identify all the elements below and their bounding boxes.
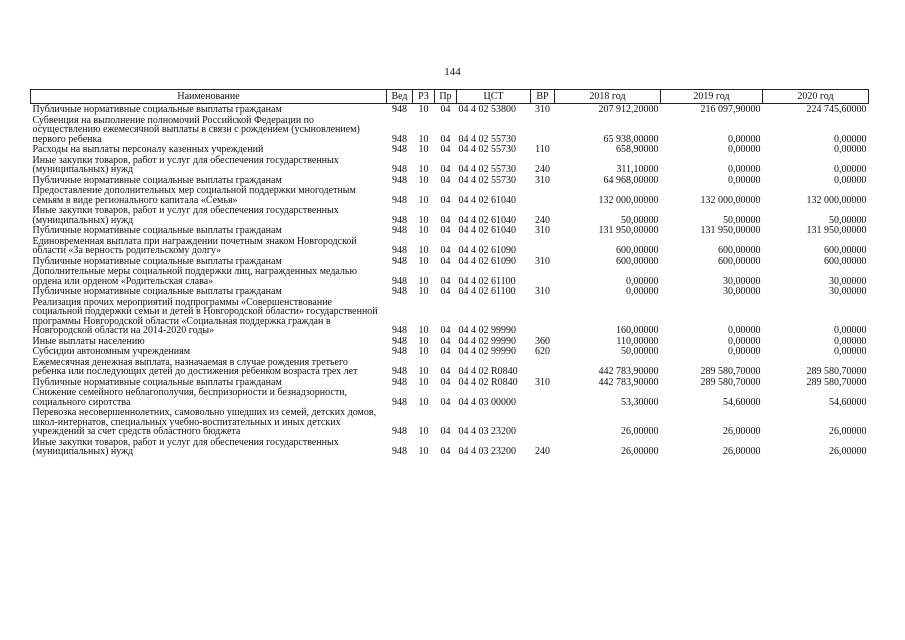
table-row: [31, 115, 869, 145]
row-pr: 04: [440, 275, 451, 287]
table-row: [31, 185, 869, 205]
table-row: [31, 286, 869, 297]
row-cst: 04 4 02 55730: [458, 133, 516, 145]
row-ved: 948: [392, 325, 407, 336]
row-pr: 04: [440, 133, 451, 145]
row-name: Иные закупки товаров, работ и услуг для обеспечения государственных (муниципальных) нужд: [32, 436, 339, 457]
row-name: Публичные нормативные социальные выплаты гражданам: [32, 174, 282, 186]
header-rz: РЗ: [413, 90, 435, 104]
row-vr: [531, 266, 555, 286]
row-amount-2020: 50,00000: [829, 214, 867, 226]
row-amount-2019: 26,00000: [723, 426, 761, 437]
table-row: [31, 175, 869, 186]
row-cst: 04 4 02 55730: [458, 144, 516, 155]
table-row: [31, 297, 869, 336]
row-amount-2019: 0,00000: [728, 164, 761, 175]
row-pr: 04: [440, 286, 451, 297]
row-amount-2019: 600,00000: [718, 255, 761, 267]
row-name: Перевозка несовершеннолетних, самовольно ушедших из семей, детских домов, школ-интернатов, специальных учебно-воспитательных и иных детских учреждений за счет средств областного бюджета: [32, 407, 377, 437]
row-amount-2018: 600,00000: [616, 245, 659, 256]
row-amount-2020: 0,00000: [834, 133, 867, 145]
row-ved: 948: [392, 245, 407, 256]
row-amount-2020: 0,00000: [834, 164, 867, 175]
row-amount-2019: 0,00000: [728, 133, 761, 145]
row-pr: 04: [440, 376, 451, 388]
row-vr: 310: [535, 255, 550, 267]
row-name: Иные выплаты населению: [32, 335, 145, 347]
row-name: Реализация прочих мероприятий подпрограммы «Совершенствование социальной поддержки семьи и детей в Новгородской области» государственной программы Новгородской области «Социальная поддержка граждан в Новгородской области на 2014-2020 годы»: [32, 296, 378, 336]
row-pr: 04: [440, 426, 451, 437]
row-cst: 04 4 02 61100: [458, 275, 516, 287]
row-amount-2020: 26,00000: [829, 426, 867, 437]
table-row: [31, 387, 869, 407]
row-ved: 948: [392, 346, 407, 357]
row-vr: [531, 387, 555, 407]
row-name: Публичные нормативные социальные выплаты гражданам: [32, 376, 282, 388]
row-name: Публичные нормативные социальные выплаты гражданам: [32, 104, 282, 115]
row-rz: 10: [418, 346, 429, 357]
row-amount-2018: 0,00000: [626, 286, 659, 297]
row-rz: 10: [418, 174, 429, 186]
row-amount-2019: 216 097,90000: [700, 104, 761, 115]
row-amount-2020: 600,00000: [824, 245, 867, 256]
row-cst: 04 4 02 53800: [458, 104, 516, 115]
row-pr: 04: [440, 245, 451, 256]
table-row: [31, 266, 869, 286]
table-row: [31, 205, 869, 225]
row-ved: 948: [392, 366, 407, 377]
row-cst: 04 4 02 99990: [458, 325, 516, 336]
row-pr: 04: [440, 325, 451, 336]
row-amount-2019: 0,00000: [728, 174, 761, 186]
row-amount-2020: 289 580,70000: [806, 376, 867, 388]
row-amount-2018: 442 783,90000: [598, 376, 659, 388]
row-vr: 310: [535, 104, 550, 115]
row-ved: 948: [392, 133, 407, 145]
row-pr: 04: [440, 346, 451, 357]
row-amount-2018: 160,00000: [616, 325, 659, 336]
row-ved: 948: [392, 174, 407, 186]
row-rz: 10: [418, 335, 429, 347]
row-amount-2019: 0,00000: [728, 346, 761, 357]
row-name: Публичные нормативные социальные выплаты гражданам: [32, 225, 282, 236]
row-cst: 04 4 03 00000: [458, 396, 516, 408]
row-pr: 04: [440, 104, 451, 115]
row-ved: 948: [392, 164, 407, 175]
row-cst: 04 4 02 55730: [458, 174, 516, 186]
row-rz: 10: [418, 396, 429, 408]
row-amount-2020: 289 580,70000: [806, 366, 867, 377]
row-vr: 310: [535, 376, 550, 388]
row-pr: 04: [440, 194, 451, 206]
row-vr: 240: [535, 446, 550, 457]
table-row: [31, 346, 869, 357]
row-amount-2020: 30,00000: [829, 275, 867, 287]
row-cst: 04 4 02 99990: [458, 335, 516, 347]
row-cst: 04 4 02 61040: [458, 194, 516, 206]
row-ved: 948: [392, 144, 407, 155]
row-name: Иные закупки товаров, работ и услуг для обеспечения государственных (муниципальных) нужд: [32, 205, 339, 226]
row-rz: 10: [418, 446, 429, 457]
row-amount-2018: 132 000,00000: [598, 194, 659, 206]
row-pr: 04: [440, 214, 451, 226]
row-rz: 10: [418, 104, 429, 115]
row-amount-2018: 658,90000: [616, 144, 659, 155]
row-amount-2018: 65 938,00000: [603, 133, 659, 145]
table-row: [31, 256, 869, 267]
row-vr: 310: [535, 174, 550, 186]
row-amount-2020: 26,00000: [829, 446, 867, 457]
row-name: Субвенция на выполнение полномочий Российской Федерации по осуществлению ежемесячной выплаты в связи с рождением (усыновлением) первого ребенка: [32, 114, 360, 145]
row-name: Единовременная выплата при награждении почетным знаком Новгородской области «За верность родительскому долгу»: [32, 235, 357, 256]
row-rz: 10: [418, 144, 429, 155]
row-amount-2018: 110,00000: [616, 335, 659, 347]
row-rz: 10: [418, 366, 429, 377]
row-amount-2019: 289 580,70000: [700, 376, 761, 388]
row-amount-2020: 600,00000: [824, 255, 867, 267]
row-amount-2019: 132 000,00000: [700, 194, 761, 206]
row-vr: 310: [535, 286, 550, 297]
row-amount-2018: 131 950,00000: [598, 225, 659, 236]
row-vr: 240: [535, 214, 550, 226]
row-vr: 240: [535, 164, 550, 175]
row-amount-2018: 0,00000: [626, 275, 659, 287]
row-name: Публичные нормативные социальные выплаты гражданам: [32, 255, 282, 267]
row-vr: [531, 297, 555, 336]
row-amount-2019: 0,00000: [728, 325, 761, 336]
row-name: Ежемесячная денежная выплата, назначаемая в случае рождения третьего ребенка или последующих детей до достижения ребенком возраста трех лет: [32, 356, 358, 377]
row-vr: [531, 407, 555, 437]
row-amount-2019: 600,00000: [718, 245, 761, 256]
row-rz: 10: [418, 325, 429, 336]
row-amount-2019: 0,00000: [728, 335, 761, 347]
row-amount-2018: 311,10000: [616, 164, 659, 175]
row-vr: 110: [535, 144, 550, 155]
row-amount-2018: 50,00000: [621, 214, 659, 226]
row-cst: 04 4 02 61100: [458, 286, 516, 297]
header-cst: ЦСТ: [457, 90, 531, 104]
row-amount-2020: 131 950,00000: [806, 225, 867, 236]
row-amount-2019: 54,60000: [723, 396, 761, 408]
row-ved: 948: [392, 426, 407, 437]
row-amount-2020: 0,00000: [834, 174, 867, 186]
row-pr: 04: [440, 335, 451, 347]
row-name: Иные закупки товаров, работ и услуг для обеспечения государственных (муниципальных) нужд: [32, 154, 339, 175]
row-amount-2018: 600,00000: [616, 255, 659, 267]
row-pr: 04: [440, 396, 451, 408]
row-pr: 04: [440, 164, 451, 175]
row-amount-2018: 207 912,20000: [598, 104, 659, 115]
table-body: [31, 104, 869, 457]
row-vr: [531, 357, 555, 377]
table-row: [31, 336, 869, 347]
row-ved: 948: [392, 214, 407, 226]
header-2020: 2020 год: [763, 90, 869, 104]
header-2018: 2018 год: [555, 90, 661, 104]
row-pr: 04: [440, 144, 451, 155]
header-2019: 2019 год: [661, 90, 763, 104]
row-amount-2020: 0,00000: [834, 335, 867, 347]
row-cst: 04 4 02 61090: [458, 245, 516, 256]
row-amount-2019: 0,00000: [728, 144, 761, 155]
row-rz: 10: [418, 164, 429, 175]
row-name: Дополнительные меры социальной поддержки лиц, награжденных медалью ордена или орденом «Родительская слава»: [32, 266, 357, 287]
row-amount-2020: 0,00000: [834, 144, 867, 155]
row-name: Публичные нормативные социальные выплаты гражданам: [32, 286, 282, 297]
row-ved: 948: [392, 104, 407, 115]
row-cst: 04 4 02 R0840: [458, 366, 518, 377]
row-cst: 04 4 02 99990: [458, 346, 516, 357]
table-row: [31, 225, 869, 236]
page-number: 144: [444, 66, 461, 78]
row-ved: 948: [392, 194, 407, 206]
row-rz: 10: [418, 214, 429, 226]
header-ved: Вед: [387, 90, 413, 104]
row-rz: 10: [418, 286, 429, 297]
row-amount-2020: 224 745,60000: [806, 104, 867, 115]
row-vr: 360: [535, 335, 550, 347]
row-amount-2018: 26,00000: [621, 446, 659, 457]
row-name: Предоставление дополнительных мер социальной поддержки многодетным семьям в виде регионального капитала «Семья»: [32, 185, 356, 206]
row-ved: 948: [392, 335, 407, 347]
row-amount-2018: 64 968,00000: [603, 174, 659, 186]
row-amount-2019: 50,00000: [723, 214, 761, 226]
row-rz: 10: [418, 194, 429, 206]
row-vr: [531, 236, 555, 256]
row-cst: 04 4 02 55730: [458, 164, 516, 175]
row-ved: 948: [392, 286, 407, 297]
row-vr: 620: [535, 346, 550, 357]
row-ved: 948: [392, 225, 407, 236]
row-pr: 04: [440, 446, 451, 457]
row-amount-2020: 0,00000: [834, 325, 867, 336]
table-row: [31, 377, 869, 388]
header-pr: Пр: [435, 90, 457, 104]
row-ved: 948: [392, 255, 407, 267]
row-name: Субсидии автономным учреждениям: [32, 346, 191, 357]
row-pr: 04: [440, 255, 451, 267]
row-amount-2018: 50,00000: [621, 346, 659, 357]
table-row: [31, 155, 869, 175]
row-amount-2020: 30,00000: [829, 286, 867, 297]
row-ved: 948: [392, 396, 407, 408]
table-row: [31, 357, 869, 377]
row-rz: 10: [418, 376, 429, 388]
row-amount-2018: 442 783,90000: [598, 366, 659, 377]
row-ved: 948: [392, 446, 407, 457]
row-amount-2019: 289 580,70000: [700, 366, 761, 377]
row-vr: 310: [535, 225, 550, 236]
header-name: Наименование: [31, 90, 387, 104]
table-row: [31, 144, 869, 155]
row-rz: 10: [418, 275, 429, 287]
row-name: Расходы на выплаты персоналу казенных учреждений: [32, 144, 264, 155]
row-rz: 10: [418, 426, 429, 437]
row-amount-2019: 30,00000: [723, 275, 761, 287]
row-cst: 04 4 02 R0840: [458, 376, 518, 388]
row-ved: 948: [392, 275, 407, 287]
row-cst: 04 4 02 61040: [458, 214, 516, 226]
row-amount-2018: 53,30000: [621, 396, 659, 408]
table-row: [31, 437, 869, 457]
row-pr: 04: [440, 225, 451, 236]
table-row: [31, 104, 869, 115]
row-amount-2018: 26,00000: [621, 426, 659, 437]
row-rz: 10: [418, 255, 429, 267]
row-vr: [531, 115, 555, 145]
row-cst: 04 4 03 23200: [458, 426, 516, 437]
row-pr: 04: [440, 366, 451, 377]
table-header-row: [31, 90, 869, 104]
header-vr: ВР: [531, 90, 555, 104]
row-name: Снижение семейного неблагополучия, беспризорности и безнадзорности, социального сиротства: [32, 387, 348, 408]
table-row: [31, 236, 869, 256]
row-amount-2020: 132 000,00000: [806, 194, 867, 206]
row-amount-2020: 54,60000: [829, 396, 867, 408]
row-amount-2019: 30,00000: [723, 286, 761, 297]
row-pr: 04: [440, 174, 451, 186]
row-cst: 04 4 02 61040: [458, 225, 516, 236]
row-rz: 10: [418, 245, 429, 256]
row-amount-2020: 0,00000: [834, 346, 867, 357]
budget-table: [30, 89, 869, 457]
row-cst: 04 4 03 23200: [458, 446, 516, 457]
row-cst: 04 4 02 61090: [458, 255, 516, 267]
row-rz: 10: [418, 225, 429, 236]
row-amount-2019: 26,00000: [723, 446, 761, 457]
row-vr: [531, 185, 555, 205]
row-ved: 948: [392, 376, 407, 388]
row-rz: 10: [418, 133, 429, 145]
row-amount-2019: 131 950,00000: [700, 225, 761, 236]
table-row: [31, 407, 869, 437]
